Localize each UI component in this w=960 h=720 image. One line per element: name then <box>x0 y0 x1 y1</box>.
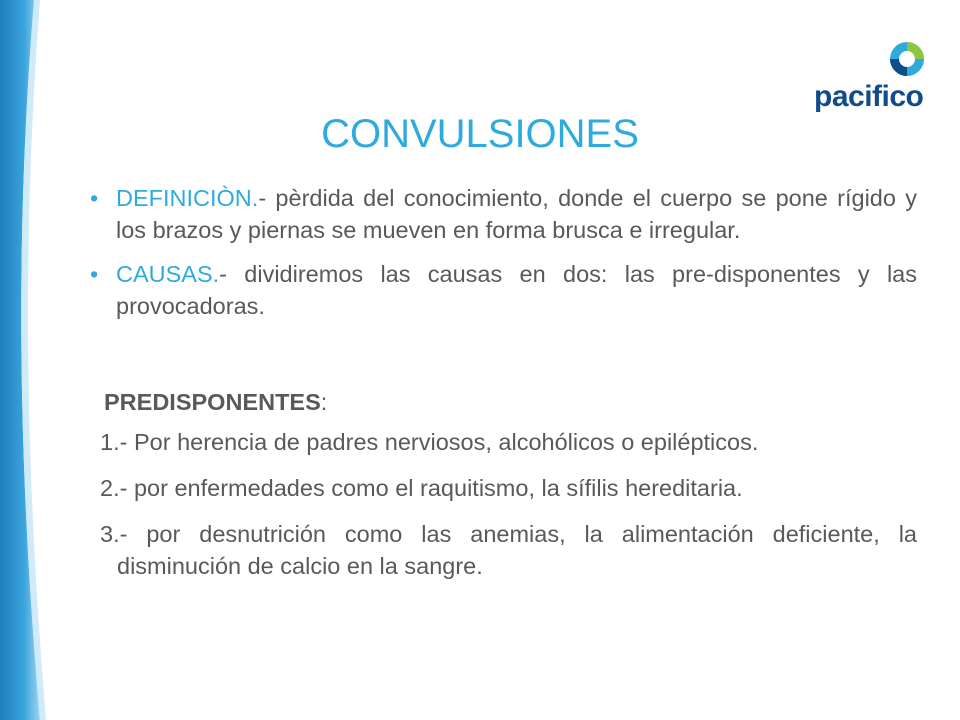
item-number: 1.- <box>100 429 128 455</box>
list-item <box>90 426 917 458</box>
pacifico-swirl-icon <box>888 40 926 78</box>
bullet-definicion <box>90 182 917 246</box>
list-item <box>90 518 917 582</box>
item-number: 2.- <box>100 475 128 501</box>
bullet-label: DEFINICIÒN. <box>116 185 259 211</box>
item-text: por enfermedades como el raquitismo, la sífilis hereditaria. <box>127 475 743 501</box>
item-text: Por herencia de padres nerviosos, alcohólicos o epilépticos. <box>127 429 759 455</box>
pacifico-logo <box>812 36 932 116</box>
bullet-text: - pèrdida del conocimiento, donde el cuerpo se pone rígido y los brazos y piernas se mueven en forma brusca e irregular. <box>116 185 917 243</box>
section-heading-label: PREDISPONENTES <box>104 389 321 415</box>
list-item <box>90 472 917 504</box>
slide-body <box>90 182 917 596</box>
slide-title: CONVULSIONES <box>321 112 639 156</box>
bullet-dot: • <box>90 261 99 287</box>
bullet-causas <box>90 258 917 322</box>
bullet-dot: • <box>90 185 99 211</box>
bullet-label: CAUSAS. <box>116 261 220 287</box>
logo-wordmark: pacifico <box>814 80 924 113</box>
item-text: por desnutrición como las anemias, la alimentación deficiente, la disminución de calcio en la sangre. <box>117 521 917 579</box>
section-heading <box>90 386 917 418</box>
left-decorative-swoosh <box>0 0 70 720</box>
item-number: 3.- <box>100 521 128 547</box>
section-heading-suffix: : <box>320 389 328 415</box>
bullet-text: - dividiremos las causas en dos: las pre-disponentes y las provocadoras. <box>116 261 917 319</box>
